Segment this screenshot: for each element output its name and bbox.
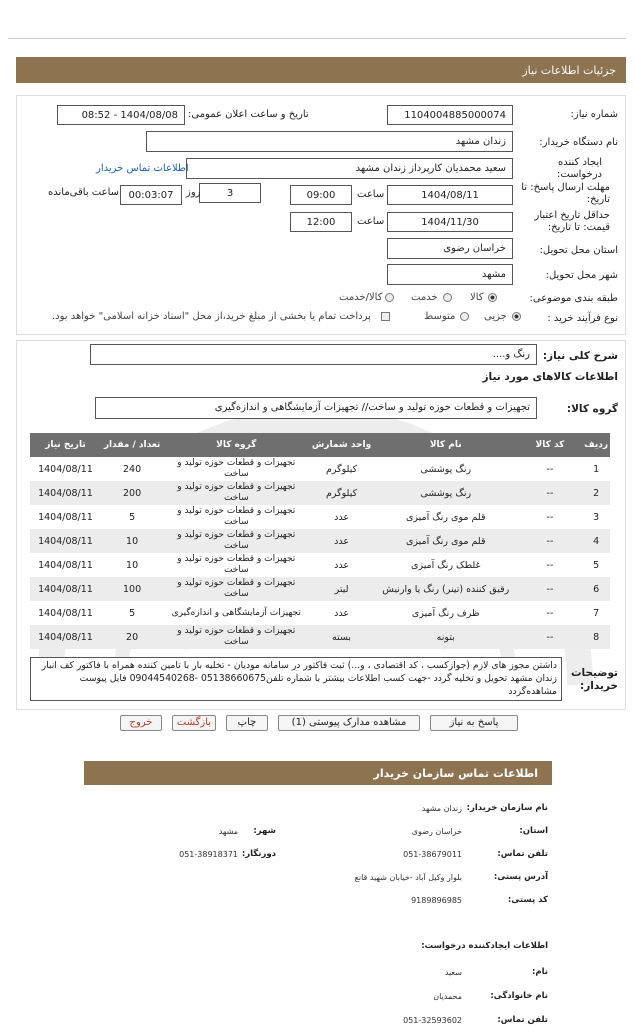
deadline-time-field: 09:00 — [290, 185, 352, 205]
cell-row-number: 4 — [582, 529, 610, 553]
cell-row-number: 2 — [582, 481, 610, 505]
exit-button[interactable]: خروج — [120, 715, 162, 731]
fax-label: دورنگار: — [241, 849, 276, 859]
process-label: نوع فرآیند خرید : — [547, 313, 618, 324]
process-option-minor: جزیی — [484, 311, 507, 322]
need-number-label: شماره نیاز: — [570, 109, 618, 120]
cell-row-number: 8 — [582, 625, 610, 649]
col-unit: واحد شمارش — [309, 433, 373, 457]
days-field: 3 — [199, 183, 261, 203]
cell-goods-group: تجهیزات و قطعات حوزه تولید و ساخت — [163, 529, 309, 553]
org-name-value: زندان مشهد — [421, 804, 462, 813]
cell-goods-group: تجهیزات و قطعات حوزه تولید و ساخت — [163, 505, 309, 529]
cell-row-number: 3 — [582, 505, 610, 529]
validity-label: حداقل تاریخ اعتبار قیمت: تا تاریخ: — [534, 210, 610, 233]
category-radio-both[interactable] — [385, 293, 394, 302]
reply-button[interactable]: پاسخ به نیاز — [430, 715, 518, 731]
announce-label: تاریخ و ساعت اعلان عمومی: — [188, 109, 309, 120]
cell-unit: کیلوگرم — [309, 457, 373, 481]
cell-item-code: -- — [518, 601, 582, 625]
cell-goods-group: تجهیزات و قطعات حوزه تولید و ساخت — [163, 553, 309, 577]
cell-unit: بسته — [309, 625, 373, 649]
creator-field: سعید محمدیان کارپرداز زندان مشهد — [186, 158, 513, 179]
buyer-notes-field: داشتن مجوز های لازم (جوازکسب ، کد اقتصادی ، و...) ثبت فاکتور در سامانه مودیان - تخلیه بار با تامین کننده همراه با فاکتور کف انبار زندان مشهد تحویل و تخلیه گردد -جهت کسب اطلاعات بیشتر با شماره تلفن05138660675 -09044540268 فایل پیوست مشاهده‌گردد — [30, 657, 562, 701]
cell-goods-group: تجهیزات آزمایشگاهی و اندازه‌گیری — [163, 601, 309, 625]
category-option-service: خدمت — [411, 292, 438, 303]
validity-time-word: ساعت — [357, 216, 385, 227]
validity-date-field: 1404/11/30 — [387, 212, 513, 232]
creator-label: ایجاد کننده درخواست: — [557, 157, 602, 180]
cell-quantity: 10 — [101, 529, 163, 553]
page-title: جزئیات اطلاعات نیاز — [16, 57, 626, 83]
table-row — [30, 601, 610, 625]
cell-item-name: قلم موی رنگ آمیزی — [374, 529, 518, 553]
city-contact-value: مشهد — [218, 827, 238, 836]
creator-phone-label: تلفن تماس: — [497, 1015, 548, 1025]
cell-item-code: -- — [518, 553, 582, 577]
cell-goods-group: تجهیزات و قطعات حوزه تولید و ساخت — [163, 481, 309, 505]
cell-row-number: 7 — [582, 601, 610, 625]
cell-item-name: بتونه — [374, 625, 518, 649]
province-field: خراسان رضوی — [387, 238, 513, 259]
province-contact-label: استان: — [519, 826, 548, 836]
top-divider — [8, 38, 626, 39]
city-field: مشهد — [387, 264, 513, 285]
cell-quantity: 10 — [101, 553, 163, 577]
fax-value: 051-38918371 — [179, 850, 238, 859]
postal-label: کد پستی: — [507, 895, 548, 905]
process-radio-minor[interactable] — [512, 312, 521, 321]
city-label: شهر محل تحویل: — [545, 270, 618, 281]
announce-field: 1404/08/08 - 08:52 — [57, 105, 185, 125]
cell-unit: عدد — [309, 529, 373, 553]
first-name-value: سعید — [444, 968, 462, 977]
attachments-button[interactable]: مشاهده مدارک پیوستی (1) — [278, 715, 420, 731]
cell-goods-group: تجهیزات و قطعات حوزه تولید و ساخت — [163, 457, 309, 481]
cell-quantity: 5 — [101, 601, 163, 625]
province-label: استان محل تحویل: — [539, 245, 618, 256]
goods-table — [30, 433, 610, 649]
cell-goods-group: تجهیزات و قطعات حوزه تولید و ساخت — [163, 577, 309, 601]
category-option-both: کالا/خدمت — [339, 292, 383, 303]
table-row — [30, 577, 610, 601]
col-item-code: کد کالا — [518, 433, 582, 457]
cell-need-date: 1404/08/11 — [30, 505, 101, 529]
cell-unit: عدد — [309, 505, 373, 529]
creator-phone-value: 051-32593602 — [403, 1016, 462, 1025]
process-radio-medium[interactable] — [460, 312, 469, 321]
back-button[interactable]: بازگشت — [172, 715, 216, 731]
buyer-contact-link[interactable]: اطلاعات تماس خریدار — [96, 163, 189, 174]
address-value: بلوار وکیل آباد -خیابان شهید قانع — [354, 873, 462, 882]
buyer-notes-label: توضیحات خریدار: — [570, 667, 618, 692]
table-row — [30, 481, 610, 505]
phone-label: تلفن تماس: — [497, 849, 548, 859]
buyer-org-label: نام دستگاه خریدار: — [539, 137, 618, 148]
cell-unit: کیلوگرم — [309, 481, 373, 505]
org-name-label: نام سازمان خریدار: — [466, 803, 548, 813]
cell-need-date: 1404/08/11 — [30, 601, 101, 625]
col-goods-group: گروه کالا — [163, 433, 309, 457]
cell-item-code: -- — [518, 481, 582, 505]
treasury-payment-note: پرداخت تمام یا بخشی از مبلغ خرید،از محل "اسناد خزانه اسلامی" خواهد بود. — [52, 311, 371, 322]
cell-item-code: -- — [518, 529, 582, 553]
cell-item-name: غلطک رنگ آمیزی — [374, 553, 518, 577]
cell-quantity: 100 — [101, 577, 163, 601]
category-option-goods: کالا — [470, 292, 484, 303]
days-word: روز — [186, 187, 201, 198]
cell-unit: عدد — [309, 601, 373, 625]
cell-item-name: رنگ پوششی — [374, 481, 518, 505]
cell-item-name: قلم موی رنگ آمیزی — [374, 505, 518, 529]
last-name-label: نام خانوادگی: — [490, 991, 548, 1001]
province-contact-value: خراسان رضوی — [411, 827, 462, 836]
cell-goods-group: تجهیزات و قطعات حوزه تولید و ساخت — [163, 625, 309, 649]
city-contact-label: شهر: — [253, 826, 276, 836]
table-row — [30, 529, 610, 553]
cell-item-code: -- — [518, 457, 582, 481]
first-name-label: نام: — [531, 967, 548, 977]
cell-item-code: -- — [518, 577, 582, 601]
goods-table-header — [30, 433, 610, 457]
cell-need-date: 1404/08/11 — [30, 625, 101, 649]
goods-info-title: اطلاعات کالاهای مورد نیاز — [482, 371, 618, 383]
cell-row-number: 6 — [582, 577, 610, 601]
treasury-payment-checkbox[interactable] — [381, 312, 390, 321]
remaining-time-word: ساعت باقی‌مانده — [48, 187, 120, 198]
process-option-medium: متوسط — [424, 311, 456, 322]
cell-item-name: ظرف رنگ آمیزی — [374, 601, 518, 625]
last-name-value: محمدیان — [433, 992, 462, 1001]
postal-value: 9189896985 — [411, 896, 462, 905]
cell-quantity: 240 — [101, 457, 163, 481]
cell-quantity: 20 — [101, 625, 163, 649]
deadline-date-field: 1404/08/11 — [387, 185, 513, 205]
deadline-label: مهلت ارسال پاسخ: تا تاریخ: — [521, 182, 610, 205]
validity-time-field: 12:00 — [290, 212, 352, 232]
phone-value: 051-38679011 — [403, 850, 462, 859]
table-row — [30, 505, 610, 529]
cell-quantity: 5 — [101, 505, 163, 529]
table-row — [30, 457, 610, 481]
print-button[interactable]: چاپ — [226, 715, 268, 731]
cell-row-number: 1 — [582, 457, 610, 481]
goods-group-label: گروه کالا: — [566, 403, 618, 415]
cell-quantity: 200 — [101, 481, 163, 505]
deadline-time-word: ساعت — [357, 189, 385, 200]
address-label: آدرس پستی: — [493, 872, 548, 882]
col-item-name: نام کالا — [374, 433, 518, 457]
summary-label: شرح کلی نیاز: — [542, 350, 618, 362]
cell-item-code: -- — [518, 625, 582, 649]
cell-item-name: رنگ پوششی — [374, 457, 518, 481]
col-need-date: تاریخ نیاز — [30, 433, 101, 457]
cell-row-number: 5 — [582, 553, 610, 577]
buyer-contact-title: اطلاعات تماس سازمان خریدار — [84, 761, 552, 785]
cell-item-name: رقیق کننده (تینر) رنگ یا وارنیش — [374, 577, 518, 601]
cell-item-code: -- — [518, 505, 582, 529]
cell-need-date: 1404/08/11 — [30, 529, 101, 553]
cell-need-date: 1404/08/11 — [30, 553, 101, 577]
category-radio-service[interactable] — [443, 293, 452, 302]
col-row-number: ردیف — [582, 433, 610, 457]
col-quantity: تعداد / مقدار — [101, 433, 163, 457]
category-radio-goods[interactable] — [488, 293, 497, 302]
need-number-field: 1104004885000074 — [387, 105, 513, 125]
summary-field: رنگ و.... — [90, 344, 537, 365]
table-row — [30, 553, 610, 577]
category-label: طبقه بندی موضوعی: — [529, 293, 618, 304]
cell-unit: لیتر — [309, 577, 373, 601]
remaining-time-field: 00:03:07 — [120, 185, 182, 205]
goods-group-field: تجهیزات و قطعات حوزه تولید و ساخت// تجهیزات آزمایشگاهی و اندازه‌گیری — [95, 397, 537, 419]
table-row — [30, 625, 610, 649]
buyer-org-field: زندان مشهد — [146, 131, 513, 152]
cell-unit: عدد — [309, 553, 373, 577]
cell-need-date: 1404/08/11 — [30, 577, 101, 601]
creator-info-title: اطلاعات ایجادکننده درخواست: — [421, 941, 548, 951]
cell-need-date: 1404/08/11 — [30, 481, 101, 505]
cell-need-date: 1404/08/11 — [30, 457, 101, 481]
